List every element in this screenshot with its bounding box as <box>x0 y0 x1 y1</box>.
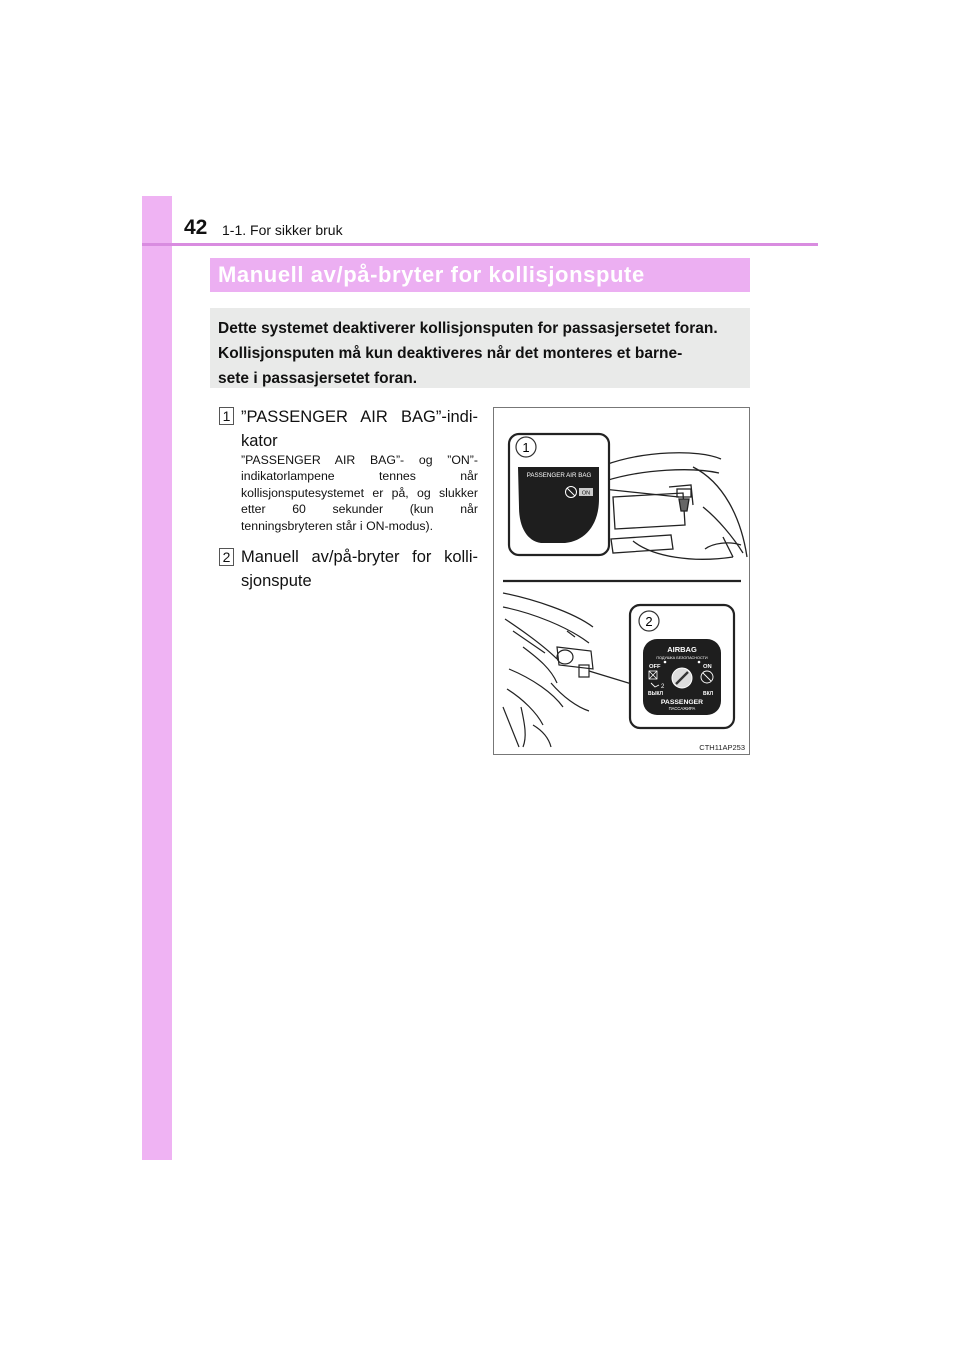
switch-off-ru-label: ВЫКЛ <box>648 691 664 697</box>
item-1-description: ”PASSENGER AIR BAG”- og ”ON”-indikatorlampene tennes når kollisjonsputesystemet er på, og slukker etter 60 sekunder (kun når tenningsbryteren står i ON-modus). <box>241 453 478 533</box>
switch-title-ru: ПОДУШКА БЕЗОПАСНОСТИ <box>656 656 708 660</box>
switch-off-label: OFF <box>649 664 661 670</box>
figure-code: CTH11AP253 <box>699 743 745 752</box>
switch-title: AIRBAG <box>667 645 697 654</box>
switch-passenger-label: PASSENGER <box>660 699 704 706</box>
section-title: Manuell av/på-bryter for kollisjonspute <box>210 258 750 292</box>
off-position-dot <box>664 661 667 664</box>
switch-on-ru-label: ВКЛ <box>703 691 714 697</box>
airbag-illustration <box>493 407 750 755</box>
key-slot-icon <box>672 668 692 688</box>
intro-box <box>210 308 750 388</box>
callout-2-number: 2 <box>645 614 653 629</box>
running-head: 1-1. For sikker bruk <box>222 222 343 238</box>
item-2-number: 2 <box>219 548 234 566</box>
intro-line: Dette systemet deaktiverer kollisjonsputen for passasjersetet foran. <box>218 320 718 337</box>
switch-passenger-ru-label: ПАССАЖИРА <box>668 706 696 711</box>
indicator-on-text: ON <box>581 490 591 497</box>
switch-seat-number: 2 <box>661 684 665 690</box>
indicator-label: PASSENGER AIR BAG <box>526 472 592 479</box>
header-rule <box>142 243 818 246</box>
intro-line: sete i passasjersetet foran. <box>218 370 418 387</box>
item-1-number: 1 <box>219 407 234 425</box>
page-number: 42 <box>184 216 208 239</box>
side-color-strip <box>142 196 172 1160</box>
switch-on-label: ON <box>703 664 712 670</box>
intro-line: Kollisjonsputen må kun deaktiveres når det monteres et barne- <box>218 345 683 362</box>
callout-1-number: 1 <box>522 440 530 455</box>
on-position-dot <box>698 661 701 664</box>
item-1-title: ”PASSENGER AIR BAG”-indi- kator <box>241 408 478 450</box>
item-2-title: Manuell av/på-bryter for kolli- sjonspute <box>241 548 478 590</box>
